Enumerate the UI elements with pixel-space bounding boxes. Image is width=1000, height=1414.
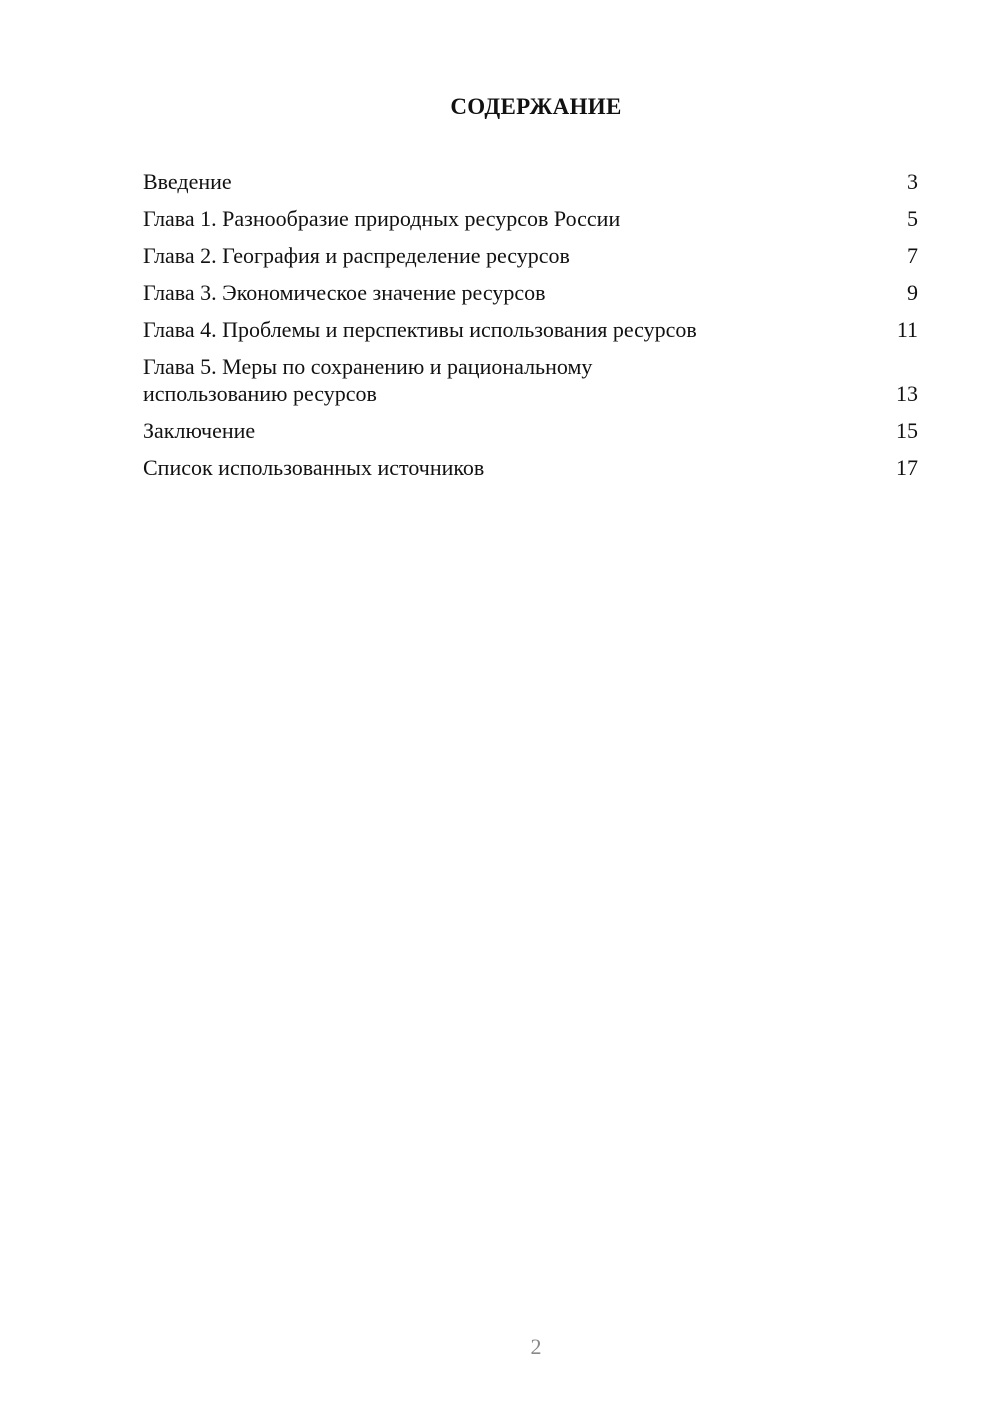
- toc-entry-page: 15: [896, 418, 918, 443]
- toc-entry-page: 3: [907, 169, 918, 194]
- toc-entry-page: 17: [896, 455, 918, 480]
- toc-entry-page: 9: [907, 280, 918, 305]
- toc-entry-page: 7: [907, 243, 918, 268]
- toc-entry-title: Глава 1. Разнообразие природных ресурсов России: [143, 206, 621, 231]
- toc-entry-page: 11: [896, 317, 918, 342]
- toc-entry-chapter-2: [143, 242, 918, 269]
- toc-entry-page: 13: [896, 381, 918, 406]
- toc-entry-chapter-5: [143, 353, 918, 407]
- toc-entry-references: [143, 454, 918, 481]
- toc-entry-chapter-3: [143, 279, 918, 306]
- toc-entry-title: Глава 4. Проблемы и перспективы использования ресурсов: [143, 317, 697, 342]
- toc-entry-title: Список использованных источников: [143, 455, 485, 480]
- page-number: 2: [530, 1334, 542, 1359]
- toc-entry-introduction: [143, 168, 918, 195]
- toc-entry-title: Глава 2. География и распределение ресурсов: [143, 243, 570, 268]
- toc-entry-title: Заключение: [143, 418, 256, 443]
- toc-entry-conclusion: [143, 417, 918, 444]
- toc-entry-page: 5: [907, 206, 918, 231]
- toc-entry-title: Глава 3. Экономическое значение ресурсов: [143, 280, 546, 305]
- toc-entry-title: Глава 5. Меры по сохранению и рациональному использованию ресурсов: [143, 354, 593, 406]
- table-of-contents: [143, 168, 918, 491]
- toc-entry-title: Введение: [143, 169, 232, 194]
- page-title: СОДЕРЖАНИЕ: [450, 94, 622, 119]
- toc-entry-chapter-4: [143, 316, 918, 343]
- toc-entry-chapter-1: [143, 205, 918, 232]
